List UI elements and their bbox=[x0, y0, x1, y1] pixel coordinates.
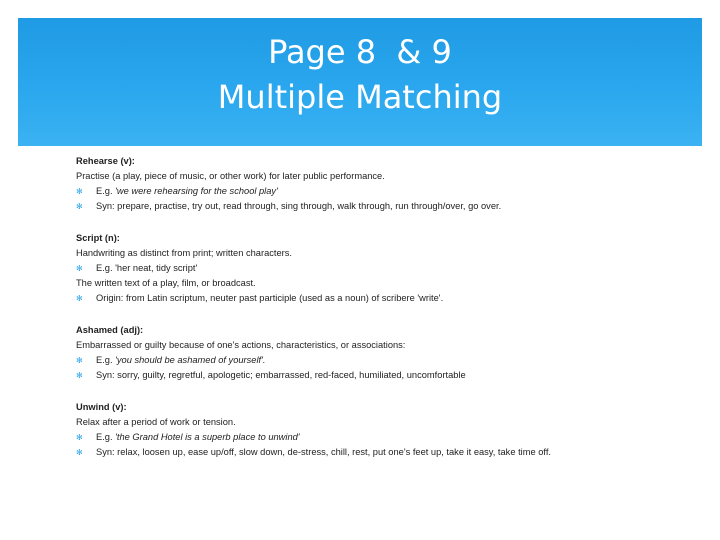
example-text: 'we were rehearsing for the school play' bbox=[115, 186, 278, 196]
synonyms-bullet bbox=[76, 199, 676, 214]
example-text: 'you should be ashamed of yourself'. bbox=[115, 355, 266, 365]
term: Rehearse (v): bbox=[76, 156, 135, 166]
definition: Handwriting as distinct from print; written characters. bbox=[76, 248, 292, 258]
entry-unwind bbox=[76, 400, 676, 460]
asterisk-bullet-icon: ✻ bbox=[76, 294, 83, 303]
title-line-1: Page 8 & 9 bbox=[268, 33, 452, 71]
asterisk-bullet-icon: ✻ bbox=[76, 202, 83, 211]
example-bullet bbox=[76, 261, 676, 276]
entry-script bbox=[76, 231, 676, 306]
title-line-2: Multiple Matching bbox=[217, 78, 503, 116]
example-prefix: E.g. bbox=[96, 355, 116, 365]
synonyms-text: Syn: prepare, practise, try out, read through, sing through, walk through, run through/over, go over. bbox=[96, 201, 502, 211]
vocabulary-list bbox=[76, 154, 676, 460]
slide-title bbox=[18, 30, 702, 120]
example-prefix: E.g. bbox=[96, 263, 116, 273]
synonyms-text: Syn: sorry, guilty, regretful, apologetic; embarrassed, red-faced, humiliated, uncomfortable bbox=[96, 370, 466, 380]
example-bullet bbox=[76, 353, 676, 368]
example-prefix: E.g. bbox=[96, 186, 116, 196]
synonyms-text: Syn: relax, loosen up, ease up/off, slow down, de-stress, chill, rest, put one's feet up, take it easy, take time off. bbox=[96, 447, 551, 457]
asterisk-bullet-icon: ✻ bbox=[76, 264, 83, 273]
term: Script (n): bbox=[76, 233, 120, 243]
asterisk-bullet-icon: ✻ bbox=[76, 371, 83, 380]
entry-ashamed bbox=[76, 323, 676, 383]
origin-bullet bbox=[76, 291, 676, 306]
asterisk-bullet-icon: ✻ bbox=[76, 448, 83, 457]
example-prefix: E.g. bbox=[96, 432, 116, 442]
asterisk-bullet-icon: ✻ bbox=[76, 433, 83, 442]
synonyms-bullet bbox=[76, 368, 676, 383]
term: Unwind (v): bbox=[76, 402, 127, 412]
origin-text: Origin: from Latin scriptum, neuter past participle (used as a noun) of scribere 'write'. bbox=[96, 293, 444, 303]
asterisk-bullet-icon: ✻ bbox=[76, 356, 83, 365]
example-text: 'her neat, tidy script' bbox=[115, 263, 198, 273]
definition: Practise (a play, piece of music, or other work) for later public performance. bbox=[76, 171, 385, 181]
definition: Embarrassed or guilty because of one's actions, characteristics, or associations: bbox=[76, 340, 406, 350]
asterisk-bullet-icon: ✻ bbox=[76, 187, 83, 196]
example-text: 'the Grand Hotel is a superb place to unwind' bbox=[115, 432, 300, 442]
entry-rehearse bbox=[76, 154, 676, 214]
example-bullet bbox=[76, 430, 676, 445]
term: Ashamed (adj): bbox=[76, 325, 144, 335]
definition-2: The written text of a play, film, or broadcast. bbox=[76, 278, 256, 288]
definition: Relax after a period of work or tension. bbox=[76, 417, 236, 427]
synonyms-bullet bbox=[76, 445, 676, 460]
example-bullet bbox=[76, 184, 676, 199]
